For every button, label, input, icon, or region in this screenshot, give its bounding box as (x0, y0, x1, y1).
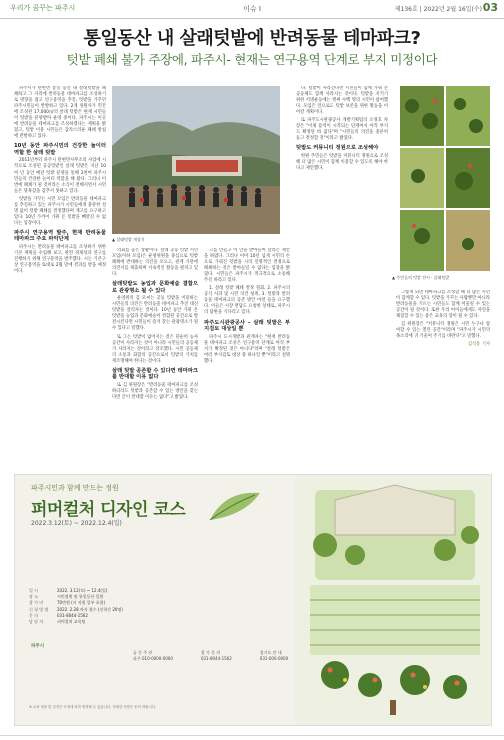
paragraph: 고를 만들고 이 안을 받아들여 달라는 제안을 하였다. 그러나 이미 10년 넘게 시민의 손으로 가꿔진 텃밭을 시의 일방적인 결정으로 폐쇄하는 것은 받아들일 수 없다는 입장을 밝혔다. 시민들은 파주시가 적극적으로 소통해 주길 바라고 있다. (204, 248, 290, 284)
issue-date: 제136호 | 2022년 2월 16일(수) (394, 6, 482, 13)
leaf-decoration-icon (205, 485, 265, 525)
ad-fine-print: ※ 교육 내용 및 일정은 사정에 따라 변경될 수 있습니다. 자세한 사항은 문의 바랍니다. (29, 705, 157, 709)
photo1-caption: ▲ 살래텃밭 개장식 (112, 237, 145, 242)
column-5 (396, 290, 490, 468)
contact-item: 공 동 주 관 파주 010-0000-0000 (133, 650, 173, 661)
subheading-5: 파주도시관광공사 – 살래 텃밭은 부지검토 대상일 뿐 (204, 319, 290, 333)
footer-rule (0, 735, 504, 736)
schedule-row: 장 소 시민정원 및 통일동산 일원 (29, 594, 104, 600)
paragraph: 김 위원장은 "커뮤니티 정원은 시민 누구나 참여할 수 있는 열린 공간"이라며 "파주시가 시민의 목소리에 귀 기울여 주기를 바란다"고 말했다. (396, 322, 490, 340)
paragraph: 파주시 도시개발과 관계자는 "현재 반려동물 테마파크 조성은 연구용역 단계로 아직 부지가 확정된 것은 아니다"라며 "살래 텃밭은 여러 부지검토 대상 중 하나일 뿐"이라고 설명했다. (204, 334, 290, 364)
page-number: 03 (482, 1, 498, 14)
ad-contacts (133, 650, 288, 661)
schedule-row: 문 의 031-8044-1562 (29, 612, 88, 618)
article-title: 통일동산 내 살래텃밭에 반려동물 테마파크? (83, 28, 421, 49)
paragraph: 운영위의 김 모씨는 공동 텃밭을 이용하는 시민들의 의견은 반려동물 테마파크 추진 대신 텃밭을 살리자는 것이다. 10년 동안 가꿔 온 텃밭을 농업과 문화예술이 결합된 공간으로 발전시킨다면 시민들이 즐겨 찾는 관광명소가 될 수 있다고 말했다. (112, 296, 198, 332)
subheading-4: 살래 텃밭 공존할 수 있다면 테마파크를 반대할 이유 없다 (112, 367, 198, 381)
garden-illustration (295, 475, 491, 725)
ad-kicker: 파주시민과 함께 만드는 정원 (31, 484, 119, 492)
subheading-2: 파주시 연구용역 발주, 현재 반려동물 테마파크 주요 파악단계 (14, 229, 106, 243)
ad-title: 퍼머컬처 디자인 코스 (31, 500, 186, 520)
schedule-row: 담 당 자 퍼머컬처 교육팀 (29, 619, 86, 625)
paragraph: 파주시는 반려동물 테마파크를 조성하기 위한 기본 계획을 수립해 보고, 관련 경제성과 연구를 진행하기 위해 연구용역을 발주했다. 시는 기본구상 연구용역을 토대로 2월 말에 결과를 받을 예정이다. (14, 244, 106, 275)
ad-sponsor: 파주시 (31, 644, 45, 649)
paragraph: 또 김 위원장은 "반려동물 테마파크를 조성하더라도 텃밭과 공존할 수 있는 방안을 찾는다면 굳이 반대할 이유는 없다"고 밝혔다. (112, 382, 198, 400)
masthead-logo: 우리가 꿈꾸는 파주시 (10, 4, 76, 12)
ad-period: 2022.3.12(토) ~ 2022.12.4(일) (31, 520, 122, 527)
column-4 (296, 86, 388, 468)
paragraph: 텃밭을 가꾸는 시민 모임은 반려동물 테마파크를 추진하고 있는 파주시가 시민들에게 충분한 설명 없이 텃밭 폐쇄를 결정했다며 재고를 요구하고 있다. 10년 가까이 가꿔 온 텃밭을 빼앗길 수 없다는 입장이다. (14, 196, 106, 226)
photo2-caption: ▲ 주민들의 텃밭 전시 · 살래텃밭 (392, 275, 450, 280)
paragraph: 의회를 높은 상황이다. 살래 공동 텃밭 시민모임(이하 모임)은 운영위원을 중심으로 텃밭 폐쇄에 반대하는 의견을 모으고, 관계 기관에 의견서를 제출하며 지속적인 활동을 펼치고 있다. (112, 248, 198, 278)
paragraph: 그렇게 되면 테마파크를 조성할 때 더 많은 시민이 함께할 수 있다. 텃밭을 가꾸는 사람뿐만 아니라 반려동물을 기르는 시민들도 함께 어울릴 수 있는 공간이 될 것이다. 또한 우리 아이들에게도 자연을 체험할 수 있는 좋은 교육의 장이 될 수 있다. (396, 290, 490, 320)
paragraph: 또 그는 텃밭이 없어지는 것은 단순히 농사 공간이 사라지는 것이 아니라 시민들의 공동체가 사라지는 것이라고 강조했다. 시민 공동체의 소통과 화합의 공간으로서 텃밭의 가치를 재조명해야 한다는 것이다. (112, 334, 198, 364)
page-header (0, 0, 504, 19)
schedule-row: 일 시 2022. 3.12(토) ~ 12.4(일) (29, 588, 108, 593)
contact-item: 경기도 안 내 031-000-0000 (259, 650, 289, 661)
byline: 김석용 기자 (467, 342, 490, 348)
opening-ceremony-photo (112, 86, 280, 234)
course-advertisement (14, 474, 492, 726)
intro-paragraph: 파주시가 탄현면 통일 동산 내 살래텃밭을 폐쇄하고 그 자리에 반려동물 테마파크를 조성하기로 방향을 잡고 연구용역을 추진, 텃밭을 가꾸던 파주시민들이 반발하고 있다. 2개 정원사가 민간에 조성된 17,000㎡의 살래 텃밭은 현재 시민들이 텃밭을 분양받아 운영 중이다. 파주시는 이곳에 반려동물 테마파크를 조성하겠다는 계획을 밝혔고, 텃밭 이용 시민들은 갑작스러운 폐쇄 방침에 반발하고 있다. (14, 86, 106, 140)
paragraph: 다. 텃밭이 사라진다면 시민들이 함께 가꿔 온 공동체도 함께 사라지는 것이다. 텃밭을 지키기 위한 서명운동에는 벌써 수백 명의 시민이 참여했다. 모임은 앞으로도 텃밭 보존을 위한 활동을 이어갈 계획이다. (296, 86, 388, 116)
contact-item: 참 가 문 의 031-8044-1562 (200, 650, 232, 661)
ad-schedule (29, 588, 123, 625)
garden-collage-photo (400, 86, 490, 271)
schedule-row: 신 청 방 법 2022. 2.28 까지 접수 (선착순 20명) (29, 606, 123, 612)
section-label: 이슈 Ⅰ (243, 5, 261, 13)
paragraph: 한편 주민들은 텃밭을 커뮤니티 정원으로 조성해 더 많은 시민이 함께 이용할 수 있도록 해야 한다고 제안했다. (296, 153, 388, 172)
schedule-row: 참 가 비 70만원 (시 지원 일부 포함) (29, 600, 106, 606)
column-1 (14, 86, 106, 468)
subheading-6: 텃밭도 커뮤니티 정원으로 조성해야 (296, 145, 379, 152)
paragraph: 또 파주도시관광공사 개발기획팀의 오경호 차장은 "이제 용역이 시작되는 단계여서 아직 부지도 확정된 바 없다"며 "시민들의 의견을 충분히 듣고 결정할 것"이라고 밝혔다. (296, 118, 388, 142)
column-3 (204, 248, 290, 468)
paragraph: 1. 살래 텃밭 폐쇄 결정 철회, 2. 파주시의 공식 사과 및 시민 의견 청취, 3. 텃밭과 반려동물 테마파크의 공존 방안 마련 등을 요구했다. 이들은 시장 면담도 요청한 상태로, 파주시의 답변을 기다리고 있다. (204, 286, 290, 316)
column-2 (112, 248, 198, 468)
article-subtitle: 텃밭 폐쇄 불가 주장에, 파주시- 현재는 연구용역 단계로 부지 미정이다 (66, 52, 438, 67)
subheading-1: 10년 동안 파주시민의 건강한 놀이터 역할 한 살래 텃밭 (14, 143, 106, 156)
paragraph: 2011년부터 파주시 탄현면사무소의 사업에 시작으로 조성된 공공텃밭인 살래 텃밭은 지난 10여 년 동안 매년 텃밭 분양을 통해 2천여 파주시민들의 건강한 놀이터 역할을 해 왔다. 그러나 이번에 폐쇄가 될 것이라는 소식이 전해지면서 시민들은 당혹감을 감추지 못하고 있다. (14, 158, 106, 194)
subheading-3: 살래텃밭도 농업과 문화예술 결합으로 관광명소 될 수 있다 (112, 281, 198, 294)
